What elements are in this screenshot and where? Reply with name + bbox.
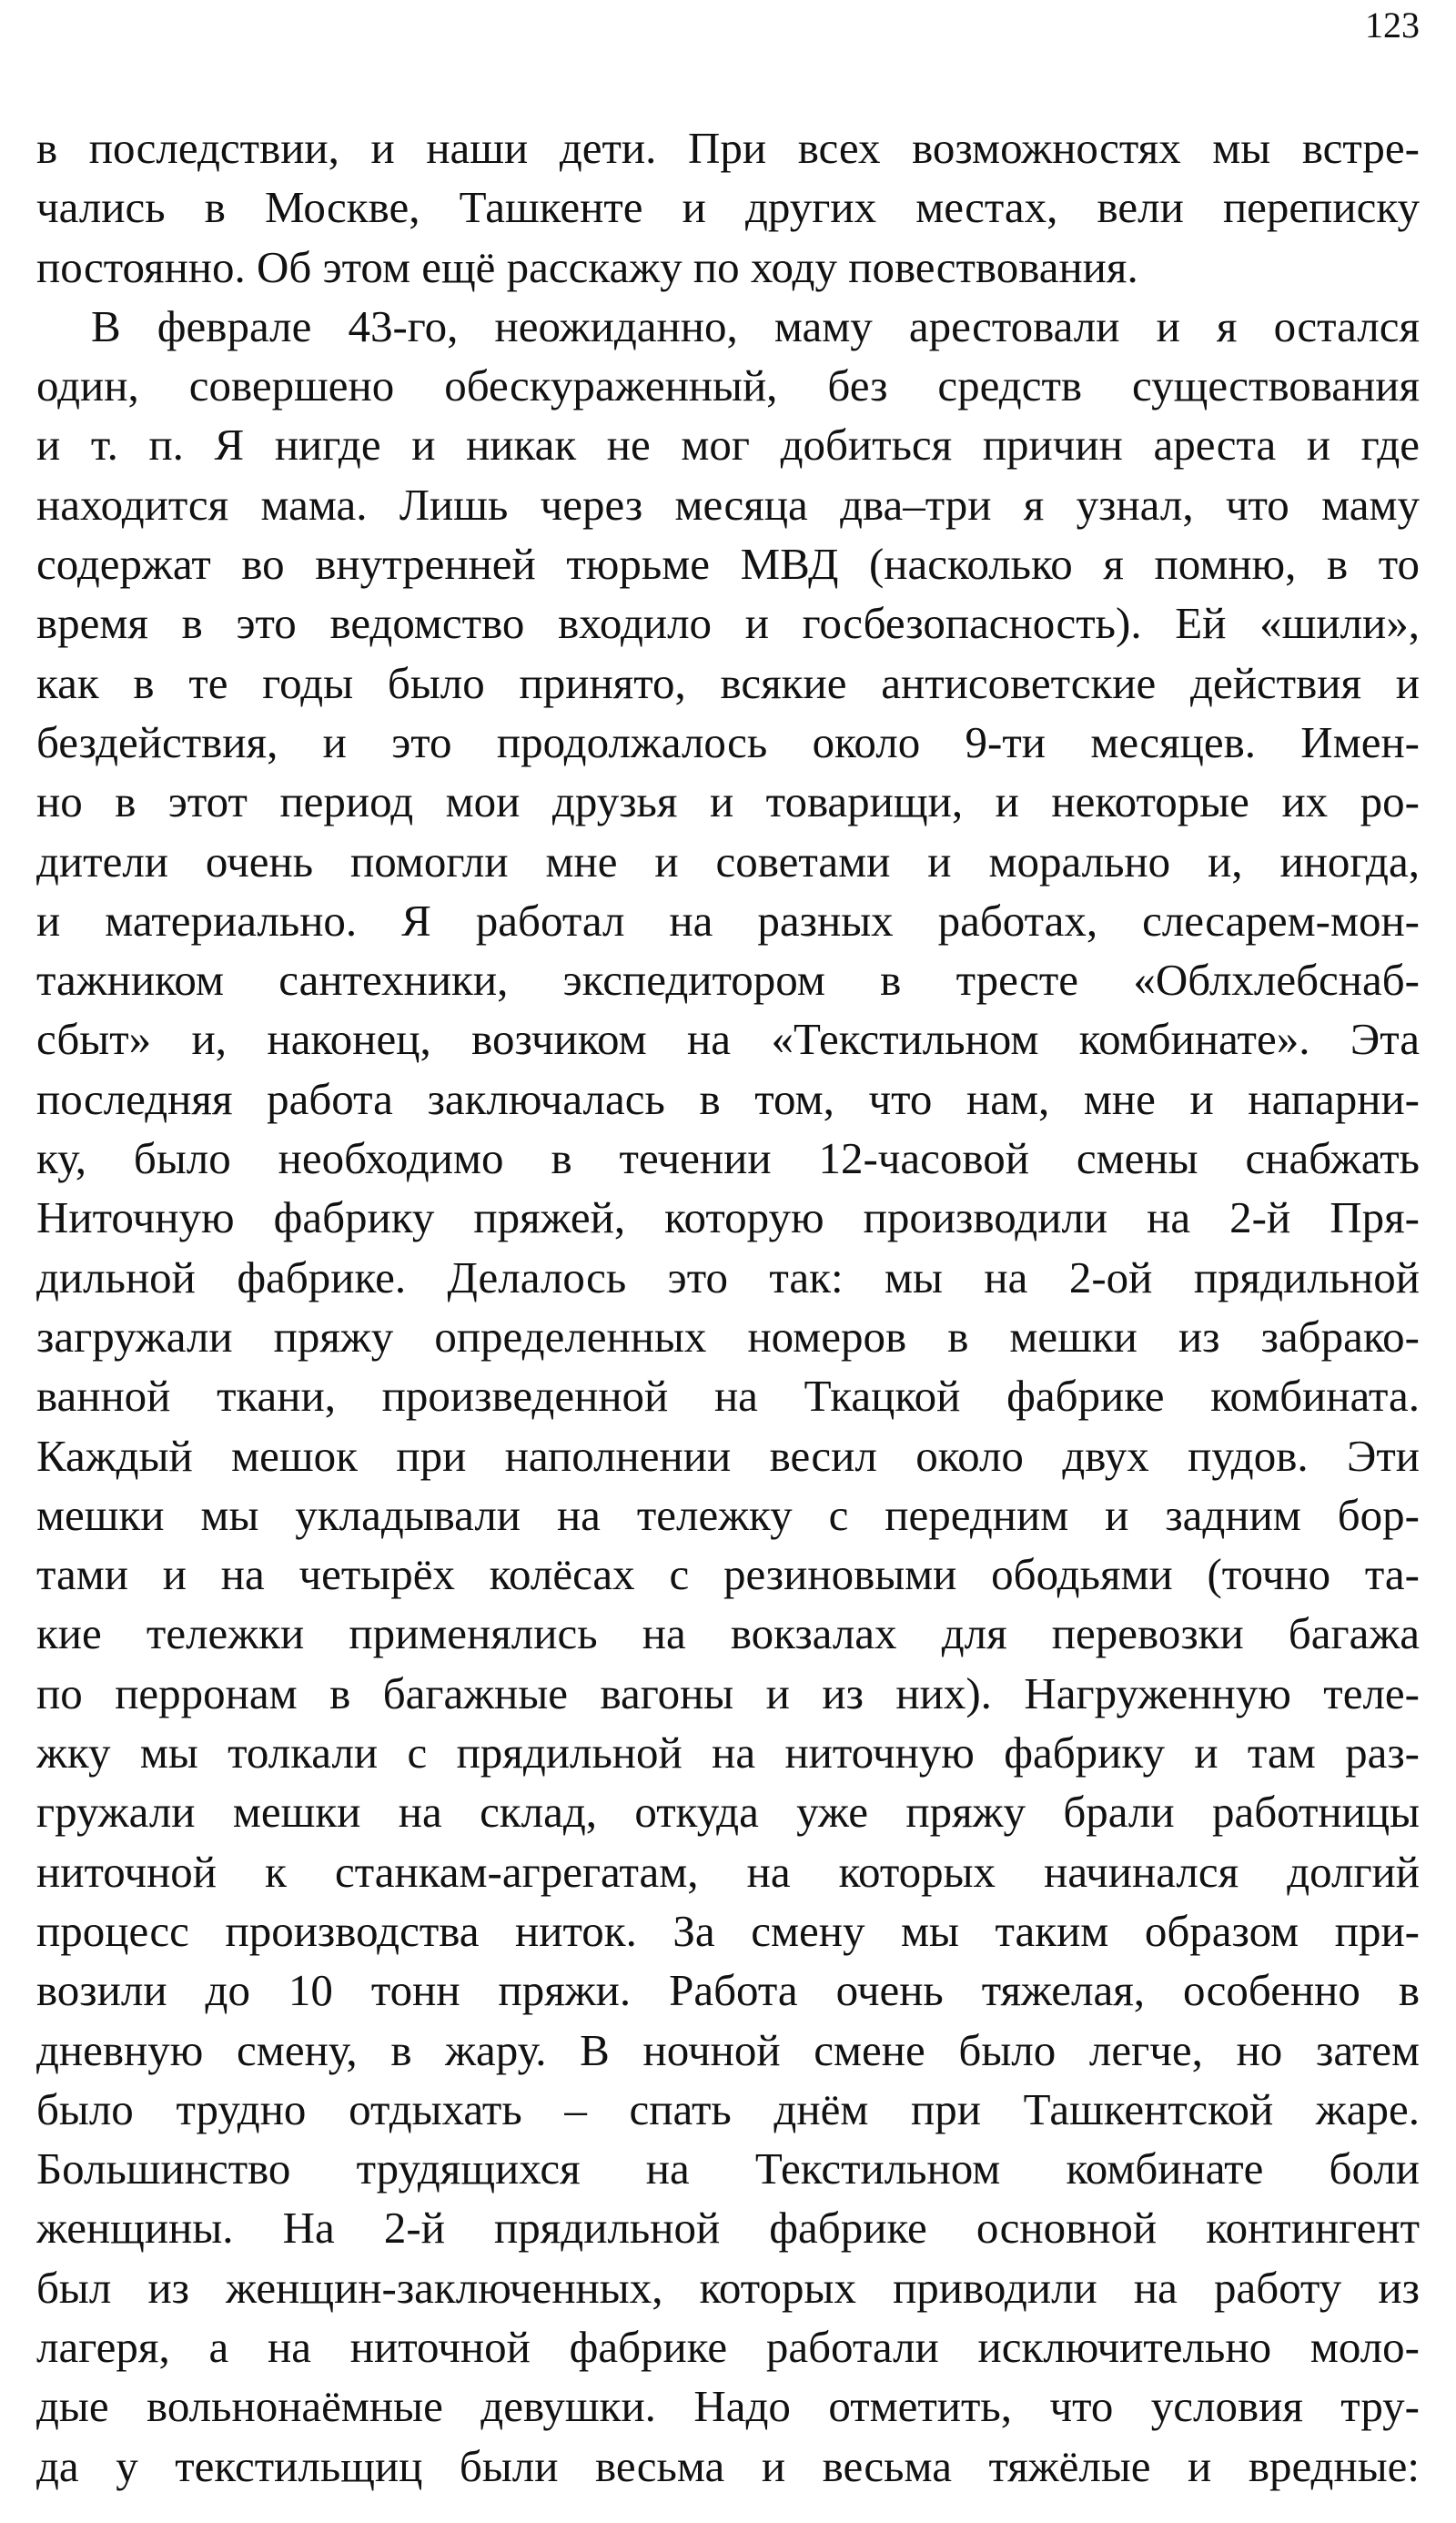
text-line: возили до 10 тонн пряжи. Работа очень тяжелая, особенно в [36,1965,1420,2016]
text-line: находится мама. Лишь через месяца два–три я узнал, что маму [36,479,1420,530]
text-line: в последствии, и наши дети. При всех возможностях мы встре- [36,123,1420,173]
text-line: гружали мешки на склад, откуда уже пряжу брали работницы [36,1787,1420,1838]
text-line: но в этот период мои друзья и товарищи, и некоторые их ро- [36,776,1420,827]
text-line: В феврале 43-го, неожиданно, маму арестовали и я остался [91,300,1420,351]
text-line: и материально. Я работал на разных работах, слесарем-мон- [36,895,1420,946]
text-line: дневную смену, в жару. В ночной смене было легче, но затем [36,2024,1420,2075]
text-line: и т. п. Я нигде и никак не мог добиться причин ареста и где [36,420,1420,471]
text-line: ниточной к станкам-агрегатам, на которых начинался долгий [36,1846,1420,1897]
text-line: Большинство трудящихся на Текстильном комбинате боли [36,2143,1420,2194]
text-line: процесс производства ниток. За смену мы таким образом при- [36,1905,1420,1956]
text-line: содержат во внутренней тюрьме МВД (насколько я помню, в то [36,539,1420,590]
text-line: Каждый мешок при наполнении весил около двух пудов. Эти [36,1430,1420,1481]
text-line: ванной ткани, произведенной на Ткацкой фабрике комбината. [36,1371,1420,1422]
text-line: дые вольнонаёмные девушки. Надо отметить, что условия тру- [36,2381,1420,2432]
text-line: жку мы толкали с прядильной на ниточную фабрику и там раз- [36,1728,1420,1778]
text-line: по перронам в багажные вагоны и из них). Нагруженную теле- [36,1667,1420,1718]
text-line: дители очень помогли мне и советами и морально и, иногда, [36,836,1420,887]
text-line: дильной фабрике. Делалось это так: мы на 2-ой прядильной [36,1251,1420,1302]
text-line: как в те годы было принято, всякие антисоветские действия и [36,657,1420,708]
text-line: Ниточную фабрику пряжей, которую производили на 2-й Пря- [36,1192,1420,1243]
text-line: тами и на четырёх колёсах с резиновыми ободьями (точно та- [36,1549,1420,1600]
text-line: сбыт» и, наконец, возчиком на «Текстильном комбинате». Эта [36,1014,1420,1065]
text-line: один, совершено обескураженный, без средств существования [36,360,1420,411]
text-line: бездействия, и это продолжалось около 9-ти месяцев. Имен- [36,716,1420,767]
text-line: загружали пряжу определенных номеров в мешки из забрако- [36,1311,1420,1362]
text-line: было трудно отдыхать – спать днём при Ташкентской жаре. [36,2083,1420,2134]
text-line: последняя работа заключалась в том, что нам, мне и напарни- [36,1073,1420,1124]
text-line: лагеря, а на ниточной фабрике работали исключительно моло- [36,2321,1420,2372]
text-line: мешки мы укладывали на тележку с передним и задним бор- [36,1489,1420,1540]
text-line: чались в Москве, Ташкенте и других местах, вели переписку [36,182,1420,233]
text-line: был из женщин-заключенных, которых приводили на работу из [36,2262,1420,2313]
body-text [36,118,1420,2496]
text-line: постоянно. Об этом ещё расскажу по ходу повествования. [36,241,1138,292]
text-line: время в это ведомство входило и госбезопасность). Ей «шили», [36,598,1420,649]
text-line: да у текстильщиц были весьма и весьма тяжёлые и вредные: [36,2440,1420,2491]
text-line: тажником сантехники, экспедитором в тресте «Облхлебснаб- [36,955,1420,1006]
page-number: 123 [1365,5,1420,46]
text-line: ку, было необходимо в течении 12-часовой смены снабжать [36,1133,1420,1184]
text-line: кие тележки применялись на вокзалах для перевозки багажа [36,1608,1420,1659]
text-line: женщины. На 2-й прядильной фабрике основной контингент [36,2203,1420,2254]
